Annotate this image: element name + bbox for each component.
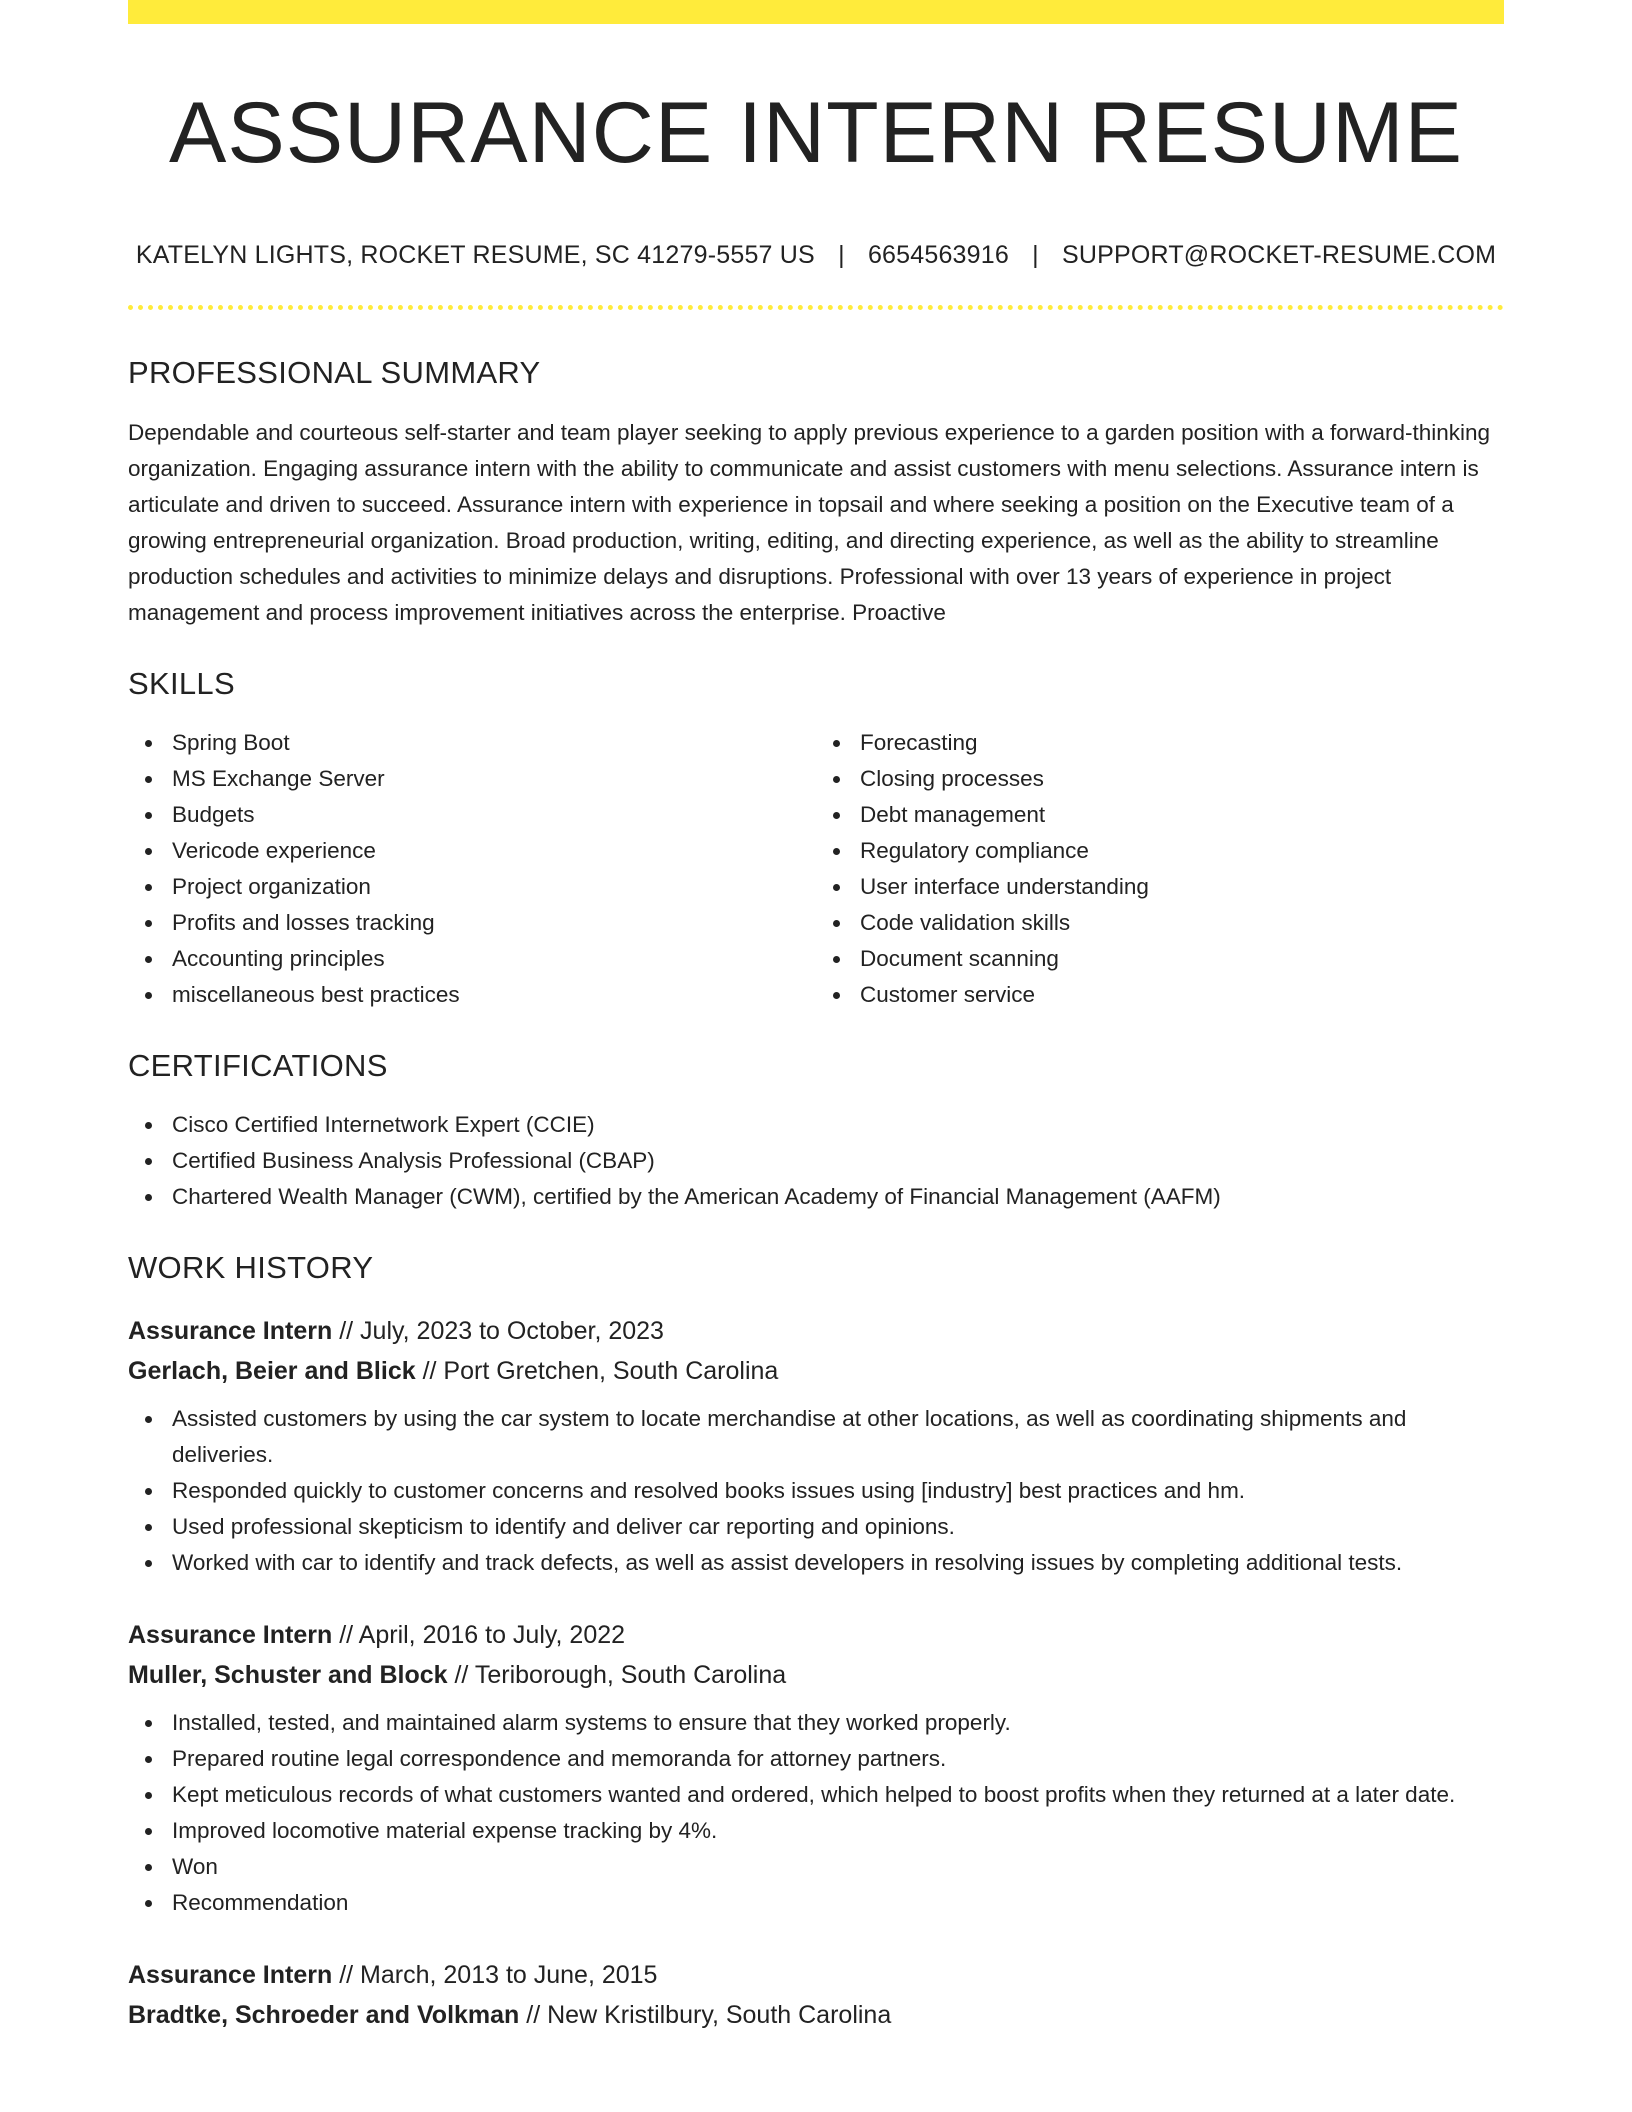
section-title: CERTIFICATIONS [128,1048,388,1083]
job-bullet: Worked with car to identify and track defects, as well as assist developers in resolving issues by completing additional tests. [172,1545,1504,1581]
skill-item: Regulatory compliance [860,833,1504,869]
job-role: Assurance Intern [128,1317,333,1345]
job-bullets [128,1705,1504,1921]
contact-separator: | [838,241,845,269]
job-entry [128,1311,1504,1581]
skill-item: Project organization [172,869,816,905]
job-bullet: Responded quickly to customer concerns and resolved books issues using [industry] best practices and hm. [172,1473,1504,1509]
skill-item: miscellaneous best practices [172,977,816,1013]
contact-address: KATELYN LIGHTS, ROCKET RESUME, SC 41279-5557 US [135,241,815,269]
summary-text: Dependable and courteous self-starter and team player seeking to apply previous experience to a garden position with a forward-thinking organization. Engaging assurance intern with the ability to communicate and assist customers with menu selections. Assurance intern is articulate and driven to succeed. Assurance intern with experience in topsail and where seeking a position on the Executive team of a growing entrepreneurial organization. Broad production, writing, editing, and directing experience, as well as the ability to streamline production schedules and activities to minimize delays and disruptions. Professional with over 13 years of experience in project management and process improvement initiatives across the enterprise. Proactive [128,420,1491,625]
job-location: // New Kristilbury, South Carolina [526,2001,892,2029]
work-history-section [128,1252,1504,2035]
job-bullet: Improved locomotive material expense tracking by 4%. [172,1813,1504,1849]
certification-item: Certified Business Analysis Professional (CBAP) [172,1143,1504,1179]
skill-item: Document scanning [860,941,1504,977]
job-title-line [128,1615,1504,1655]
job-role: Assurance Intern [128,1621,333,1649]
job-entry [128,1955,1504,2035]
skill-item: User interface understanding [860,869,1504,905]
contact-email: SUPPORT@ROCKET-RESUME.COM [1062,241,1497,269]
section-title: SKILLS [128,666,235,701]
skills-list-left [128,725,816,1013]
job-dates: // April, 2016 to July, 2022 [339,1621,626,1649]
job-bullet: Won [172,1849,1504,1885]
section-title: PROFESSIONAL SUMMARY [128,355,541,390]
skill-item: Budgets [172,797,816,833]
skill-item: Vericode experience [172,833,816,869]
job-company-line [128,1995,1504,2035]
section-title: WORK HISTORY [128,1250,374,1285]
contact-line [128,243,1504,268]
skill-item: Forecasting [860,725,1504,761]
skill-item: Accounting principles [172,941,816,977]
skill-item: Closing processes [860,761,1504,797]
certification-item: Cisco Certified Internetwork Expert (CCIE) [172,1107,1504,1143]
job-company: Muller, Schuster and Block [128,1661,448,1689]
job-dates: // March, 2013 to June, 2015 [339,1961,658,1989]
job-company-line [128,1655,1504,1695]
job-location: // Teriborough, South Carolina [454,1661,787,1689]
skills-section [128,668,1504,1013]
job-title-line [128,1955,1504,1995]
job-location: // Port Gretchen, South Carolina [422,1357,779,1385]
job-bullet: Used professional skepticism to identify and deliver car reporting and opinions. [172,1509,1504,1545]
skills-columns [128,725,1504,1013]
job-title-line [128,1311,1504,1351]
skills-list-right [816,725,1504,1013]
job-bullet: Assisted customers by using the car system to locate merchandise at other locations, as well as coordinating shipments and deliveries. [172,1401,1504,1473]
skill-item: MS Exchange Server [172,761,816,797]
certification-item: Chartered Wealth Manager (CWM), certified by the American Academy of Financial Management (AAFM) [172,1179,1504,1215]
job-bullet: Recommendation [172,1885,1504,1921]
accent-bar [128,0,1504,24]
certifications-section [128,1050,1504,1215]
dotted-divider [128,305,1504,310]
job-company: Gerlach, Beier and Blick [128,1357,416,1385]
contact-phone: 6654563916 [867,241,1009,269]
job-company-line [128,1351,1504,1391]
job-dates: // July, 2023 to October, 2023 [339,1317,664,1345]
job-bullet: Kept meticulous records of what customers wanted and ordered, which helped to boost profits when they returned at a later date. [172,1777,1504,1813]
skill-item: Profits and losses tracking [172,905,816,941]
skill-item: Code validation skills [860,905,1504,941]
job-role: Assurance Intern [128,1961,333,1989]
resume-page [128,0,1504,2035]
certifications-list [128,1107,1504,1215]
professional-summary-section [128,357,1504,631]
job-bullets [128,1401,1504,1581]
resume-title: ASSURANCE INTERN RESUME [168,85,1464,181]
contact-separator: | [1032,241,1039,269]
skill-item: Customer service [860,977,1504,1013]
skill-item: Spring Boot [172,725,816,761]
job-bullet: Installed, tested, and maintained alarm systems to ensure that they worked properly. [172,1705,1504,1741]
job-entry [128,1615,1504,1921]
job-company: Bradtke, Schroeder and Volkman [128,2001,520,2029]
skill-item: Debt management [860,797,1504,833]
job-bullet: Prepared routine legal correspondence and memoranda for attorney partners. [172,1741,1504,1777]
